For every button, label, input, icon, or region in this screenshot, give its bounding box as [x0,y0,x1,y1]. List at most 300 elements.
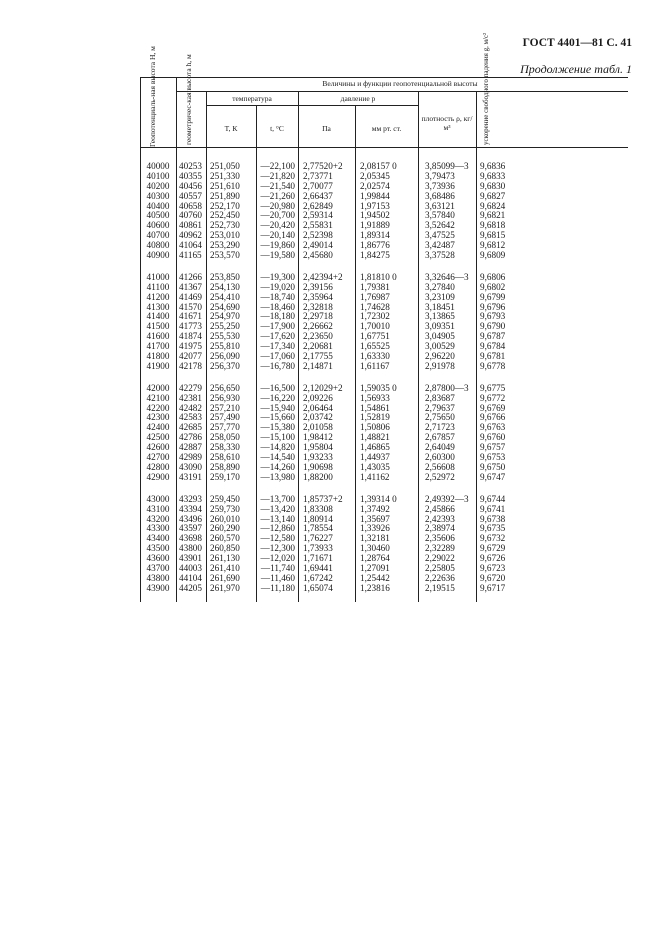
cell-gravity: 9,6729 [480,543,506,554]
cell-temperature-c: —14,820 [260,442,295,453]
cell-density: 3,32646—3 [425,271,469,282]
table-body [140,161,628,605]
cell-density: 2,52972 [425,471,455,482]
cell-temperature-k: 257,490 [210,412,240,423]
cell-geometric-height: 41975 [179,341,202,352]
cell-gravity: 9,6750 [480,461,506,472]
cell-density: 2,22636 [425,572,455,583]
cell-pressure-mmhg: 1,32181 [360,533,390,544]
header-geopotential-height: Геопотенциаль-ная высота H, м [148,46,157,147]
cell-pressure-pa: 2,59314 [303,210,333,221]
cell-pressure-pa: 2,06464 [303,402,333,413]
subgroup-header-rule [206,105,418,106]
cell-temperature-k: 252,450 [210,210,240,221]
cell-temperature-k: 257,210 [210,402,240,413]
cell-geometric-height: 41570 [179,301,202,312]
cell-pressure-pa: 2,49014 [303,240,333,251]
header-pressure: давление p [340,94,376,103]
cell-pressure-pa: 1,71671 [303,553,333,564]
cell-pressure-pa: 1,83308 [303,503,333,514]
cell-geopotential-height: 40700 [146,230,170,241]
cell-pressure-pa: 2,62849 [303,200,333,211]
cell-pressure-pa: 1,93233 [303,452,333,463]
cell-temperature-c: —19,020 [260,281,295,292]
cell-temperature-k: 256,370 [210,360,240,371]
cell-geometric-height: 42482 [179,402,202,413]
cell-pressure-mmhg: 1,91889 [360,220,390,231]
cell-density: 2,83687 [425,392,455,403]
cell-temperature-k: 260,010 [210,513,240,524]
cell-pressure-mmhg: 1,37492 [360,503,390,514]
cell-gravity: 9,6830 [480,180,506,191]
cell-gravity: 9,6735 [480,523,506,534]
table-row [140,230,628,240]
cell-pressure-mmhg: 1,81810 0 [360,271,397,282]
table-row [140,383,628,393]
cell-geopotential-height: 43700 [146,562,170,573]
cell-gravity: 9,6769 [480,402,506,413]
cell-geopotential-height: 40600 [146,220,170,231]
cell-pressure-mmhg: 1,89314 [360,230,390,241]
cell-gravity: 9,6827 [480,190,506,201]
cell-geopotential-height: 43000 [146,493,170,504]
cell-pressure-pa: 2,03742 [303,412,333,423]
cell-temperature-k: 252,170 [210,200,240,211]
cell-geopotential-height: 41700 [146,341,170,352]
header-temperature: температура [232,94,272,103]
cell-geometric-height: 40962 [179,230,202,241]
cell-pressure-mmhg: 1,50806 [360,422,390,433]
cell-temperature-k: 254,690 [210,301,240,312]
cell-temperature-k: 254,410 [210,291,240,302]
cell-pressure-pa: 2,20681 [303,341,333,352]
cell-pressure-pa: 1,73933 [303,543,333,554]
cell-temperature-c: —16,500 [260,382,295,393]
table-row [140,573,628,583]
cell-temperature-k: 251,330 [210,170,240,181]
cell-temperature-c: —19,300 [260,271,295,282]
cell-geopotential-height: 41200 [146,291,170,302]
cell-geometric-height: 42685 [179,422,202,433]
cell-temperature-k: 253,010 [210,230,240,241]
cell-gravity: 9,6821 [480,210,506,221]
cell-density: 2,87800—3 [425,382,469,393]
table-row [140,331,628,341]
cell-density: 2,25805 [425,562,455,573]
cell-geometric-height: 41165 [179,250,202,261]
cell-geopotential-height: 42800 [146,461,170,472]
cell-geometric-height: 40557 [179,190,202,201]
cell-temperature-c: —16,220 [260,392,295,403]
cell-pressure-mmhg: 1,44937 [360,452,390,463]
cell-geometric-height: 40658 [179,200,202,211]
cell-gravity: 9,6802 [480,281,506,292]
cell-pressure-pa: 1,80914 [303,513,333,524]
cell-geometric-height: 42279 [179,382,202,393]
cell-pressure-mmhg: 1,27091 [360,562,390,573]
cell-density: 3,85099—3 [425,161,469,171]
cell-pressure-mmhg: 1,33926 [360,523,390,534]
cell-pressure-mmhg: 1,46865 [360,442,390,453]
cell-geopotential-height: 43100 [146,503,170,514]
cell-geopotential-height: 40100 [146,170,170,181]
cell-gravity: 9,6775 [480,382,506,393]
cell-temperature-k: 252,730 [210,220,240,231]
cell-geopotential-height: 42500 [146,432,170,443]
cell-temperature-c: —13,420 [260,503,295,514]
cell-geopotential-height: 42700 [146,452,170,463]
cell-geopotential-height: 40000 [146,161,170,171]
cell-geometric-height: 44104 [179,572,202,583]
cell-pressure-mmhg: 1,94502 [360,210,390,221]
cell-temperature-k: 260,850 [210,543,240,554]
cell-temperature-c: —15,940 [260,402,295,413]
cell-temperature-k: 253,570 [210,250,240,261]
cell-temperature-c: —18,460 [260,301,295,312]
header-col-t: t, °С [270,124,284,133]
cell-temperature-k: 261,690 [210,572,240,583]
cell-density: 2,19515 [425,582,455,593]
table-row [140,583,628,593]
cell-pressure-pa: 2,01058 [303,422,333,433]
cell-geometric-height: 41064 [179,240,202,251]
cell-temperature-c: —11,740 [260,562,295,573]
cell-temperature-c: —13,980 [260,471,295,482]
cell-pressure-pa: 1,90698 [303,461,333,472]
cell-geometric-height: 43394 [179,503,202,514]
cell-temperature-k: 260,290 [210,523,240,534]
cell-geometric-height: 40355 [179,170,202,181]
cell-geometric-height: 42887 [179,442,202,453]
cell-pressure-mmhg: 1,65525 [360,341,390,352]
cell-density: 2,91978 [425,360,455,371]
cell-temperature-k: 261,130 [210,553,240,564]
cell-temperature-c: —17,060 [260,351,295,362]
cell-density: 3,73936 [425,180,455,191]
cell-pressure-pa: 2,39156 [303,281,333,292]
cell-pressure-pa: 1,69441 [303,562,333,573]
cell-pressure-pa: 1,88200 [303,471,333,482]
cell-density: 3,47525 [425,230,455,241]
cell-pressure-mmhg: 1,30460 [360,543,390,554]
cell-geometric-height: 41266 [179,271,202,282]
table-row [140,250,628,260]
table-row [140,240,628,250]
cell-pressure-mmhg: 1,43035 [360,461,390,472]
cell-gravity: 9,6747 [480,471,506,482]
cell-gravity: 9,6787 [480,331,506,342]
cell-temperature-k: 253,850 [210,271,240,282]
cell-temperature-c: —17,340 [260,341,295,352]
page-header: ГОСТ 4401—81 С. 41 [522,37,632,49]
cell-geometric-height: 42381 [179,392,202,403]
cell-temperature-c: —19,860 [260,240,295,251]
cell-gravity: 9,6717 [480,582,506,593]
cell-pressure-pa: 1,65074 [303,582,333,593]
table-continuation-label: Продолжение табл. 1 [520,62,632,76]
cell-geopotential-height: 43400 [146,533,170,544]
table-row [140,442,628,452]
row-block [140,161,628,260]
cell-geometric-height: 43800 [179,543,202,554]
cell-pressure-mmhg: 1,67751 [360,331,390,342]
cell-geometric-height: 44205 [179,582,202,593]
cell-geometric-height: 40253 [179,161,202,171]
cell-gravity: 9,6818 [480,220,506,231]
table-row [140,553,628,563]
cell-density: 3,13865 [425,311,455,322]
cell-temperature-k: 255,250 [210,321,240,332]
table-row [140,321,628,331]
cell-geopotential-height: 42100 [146,392,170,403]
cell-density: 3,23109 [425,291,455,302]
cell-temperature-k: 253,290 [210,240,240,251]
cell-geopotential-height: 43900 [146,582,170,593]
cell-gravity: 9,6806 [480,271,506,282]
cell-density: 3,09351 [425,321,455,332]
table-row [140,494,628,504]
cell-temperature-c: —15,380 [260,422,295,433]
cell-density: 2,60300 [425,452,455,463]
row-block [140,383,628,482]
cell-gravity: 9,6784 [480,341,506,352]
header-col-mm: мм рт. ст. [371,124,402,133]
cell-pressure-pa: 2,23650 [303,331,333,342]
cell-pressure-mmhg: 2,05345 [360,170,390,181]
table-row [140,452,628,462]
cell-geometric-height: 40456 [179,180,202,191]
cell-temperature-k: 258,890 [210,461,240,472]
cell-geopotential-height: 41500 [146,321,170,332]
cell-geometric-height: 43191 [179,471,202,482]
cell-pressure-pa: 2,45680 [303,250,333,261]
cell-gravity: 9,6763 [480,422,506,433]
table-row [140,563,628,573]
header-group: Величины и функции геопотенциальной высоты [322,79,478,88]
cell-temperature-k: 251,890 [210,190,240,201]
cell-temperature-c: —12,300 [260,543,295,554]
table-row [140,351,628,361]
cell-density: 3,63121 [425,200,455,211]
cell-geopotential-height: 40300 [146,190,170,201]
table-row [140,161,628,171]
cell-gravity: 9,6790 [480,321,506,332]
table-row [140,282,628,292]
cell-pressure-mmhg: 1,54861 [360,402,390,413]
table-row [140,341,628,351]
cell-pressure-pa: 2,70077 [303,180,333,191]
table-row [140,504,628,514]
row-block [140,494,628,593]
cell-temperature-k: 258,330 [210,442,240,453]
table-row [140,272,628,282]
cell-temperature-c: —13,140 [260,513,295,524]
table-row [140,514,628,524]
cell-gravity: 9,6815 [480,230,506,241]
cell-geometric-height: 43597 [179,523,202,534]
cell-density: 2,42393 [425,513,455,524]
cell-pressure-pa: 2,55831 [303,220,333,231]
table-row [140,302,628,312]
group-header-rule [176,91,628,92]
cell-temperature-c: —13,700 [260,493,295,504]
cell-density: 3,04905 [425,331,455,342]
cell-density: 3,18451 [425,301,455,312]
cell-geometric-height: 43090 [179,461,202,472]
row-block [140,272,628,371]
cell-density: 2,75650 [425,412,455,423]
cell-geometric-height: 41367 [179,281,202,292]
table-row [140,311,628,321]
cell-geopotential-height: 41000 [146,271,170,282]
cell-density: 2,32289 [425,543,455,554]
cell-pressure-pa: 2,42394+2 [303,271,343,282]
cell-geopotential-height: 41600 [146,331,170,342]
cell-gravity: 9,6723 [480,562,506,573]
cell-density: 3,79473 [425,170,455,181]
cell-geopotential-height: 40800 [146,240,170,251]
cell-temperature-k: 251,050 [210,161,240,171]
cell-temperature-k: 251,610 [210,180,240,191]
cell-geopotential-height: 41800 [146,351,170,362]
cell-temperature-k: 254,130 [210,281,240,292]
cell-density: 3,27840 [425,281,455,292]
cell-geopotential-height: 41400 [146,311,170,322]
cell-pressure-pa: 2,26662 [303,321,333,332]
cell-temperature-c: —18,180 [260,311,295,322]
cell-pressure-mmhg: 1,86776 [360,240,390,251]
table-row [140,393,628,403]
cell-geopotential-height: 42200 [146,402,170,413]
cell-temperature-k: 258,610 [210,452,240,463]
cell-pressure-mmhg: 1,59035 0 [360,382,397,393]
cell-density: 2,79637 [425,402,455,413]
cell-pressure-mmhg: 1,79381 [360,281,390,292]
cell-temperature-k: 259,730 [210,503,240,514]
header-density: плотность ρ, кг/м³ [421,114,473,132]
cell-gravity: 9,6824 [480,200,506,211]
cell-density: 3,68486 [425,190,455,201]
cell-geopotential-height: 40400 [146,200,170,211]
cell-geometric-height: 40861 [179,220,202,231]
cell-geometric-height: 42178 [179,360,202,371]
cell-pressure-mmhg: 1,61167 [360,360,390,371]
cell-temperature-k: 255,810 [210,341,240,352]
cell-temperature-c: —15,660 [260,412,295,423]
cell-gravity: 9,6796 [480,301,506,312]
table-row [140,361,628,371]
cell-temperature-c: —20,420 [260,220,295,231]
header-col-T: T, К [224,124,238,133]
cell-pressure-pa: 1,85737+2 [303,493,343,504]
cell-geometric-height: 43293 [179,493,202,504]
cell-geometric-height: 40760 [179,210,202,221]
cell-pressure-mmhg: 1,23816 [360,582,390,593]
cell-pressure-pa: 2,29718 [303,311,333,322]
cell-pressure-pa: 2,09226 [303,392,333,403]
cell-temperature-c: —18,740 [260,291,295,302]
cell-gravity: 9,6744 [480,493,506,504]
cell-temperature-k: 257,770 [210,422,240,433]
header-bottom-rule [140,147,628,148]
cell-temperature-k: 259,450 [210,493,240,504]
cell-pressure-pa: 1,76227 [303,533,333,544]
cell-gravity: 9,6757 [480,442,506,453]
cell-gravity: 9,6726 [480,553,506,564]
cell-temperature-c: —16,780 [260,360,295,371]
cell-temperature-c: —11,180 [260,582,295,593]
cell-density: 2,96220 [425,351,455,362]
cell-geometric-height: 43698 [179,533,202,544]
cell-density: 2,29022 [425,553,455,564]
cell-gravity: 9,6809 [480,250,506,261]
cell-gravity: 9,6836 [480,161,506,171]
cell-geopotential-height: 42400 [146,422,170,433]
table-row [140,432,628,442]
cell-temperature-c: —21,260 [260,190,295,201]
cell-temperature-k: 258,050 [210,432,240,443]
cell-geopotential-height: 42300 [146,412,170,423]
cell-geometric-height: 42077 [179,351,202,362]
cell-geometric-height: 42989 [179,452,202,463]
cell-temperature-c: —21,820 [260,170,295,181]
cell-density: 2,35606 [425,533,455,544]
cell-geopotential-height: 43800 [146,572,170,583]
cell-temperature-k: 259,170 [210,471,240,482]
cell-temperature-c: —17,900 [260,321,295,332]
cell-temperature-k: 256,090 [210,351,240,362]
cell-temperature-c: —12,860 [260,523,295,534]
cell-pressure-pa: 2,35964 [303,291,333,302]
cell-pressure-pa: 1,98412 [303,432,333,443]
cell-density: 2,64049 [425,442,455,453]
cell-geometric-height: 41874 [179,331,202,342]
cell-geometric-height: 44003 [179,562,202,573]
cell-pressure-pa: 2,12029+2 [303,382,343,393]
cell-temperature-c: —19,580 [260,250,295,261]
cell-pressure-pa: 2,77520+2 [303,161,343,171]
table-row [140,220,628,230]
cell-temperature-k: 255,530 [210,331,240,342]
cell-gravity: 9,6833 [480,170,506,181]
cell-geopotential-height: 41900 [146,360,170,371]
table-row [140,181,628,191]
cell-geopotential-height: 40900 [146,250,170,261]
cell-geometric-height: 41671 [179,311,202,322]
cell-geopotential-height: 42000 [146,382,170,393]
cell-pressure-mmhg: 1,74628 [360,301,390,312]
cell-gravity: 9,6732 [480,533,506,544]
cell-pressure-pa: 2,66437 [303,190,333,201]
cell-geopotential-height: 43300 [146,523,170,534]
cell-geopotential-height: 42900 [146,471,170,482]
cell-pressure-pa: 2,73771 [303,170,333,181]
cell-density: 3,00529 [425,341,455,352]
table-row [140,403,628,413]
cell-temperature-k: 256,650 [210,382,240,393]
table-row [140,292,628,302]
table-top-rule [140,77,628,78]
cell-pressure-pa: 1,78554 [303,523,333,534]
cell-gravity: 9,6772 [480,392,506,403]
cell-geopotential-height: 43500 [146,543,170,554]
cell-pressure-mmhg: 1,25442 [360,572,390,583]
cell-gravity: 9,6799 [480,291,506,302]
cell-geometric-height: 42786 [179,432,202,443]
table-row [140,533,628,543]
cell-gravity: 9,6753 [480,452,506,463]
cell-density: 2,56608 [425,461,455,472]
